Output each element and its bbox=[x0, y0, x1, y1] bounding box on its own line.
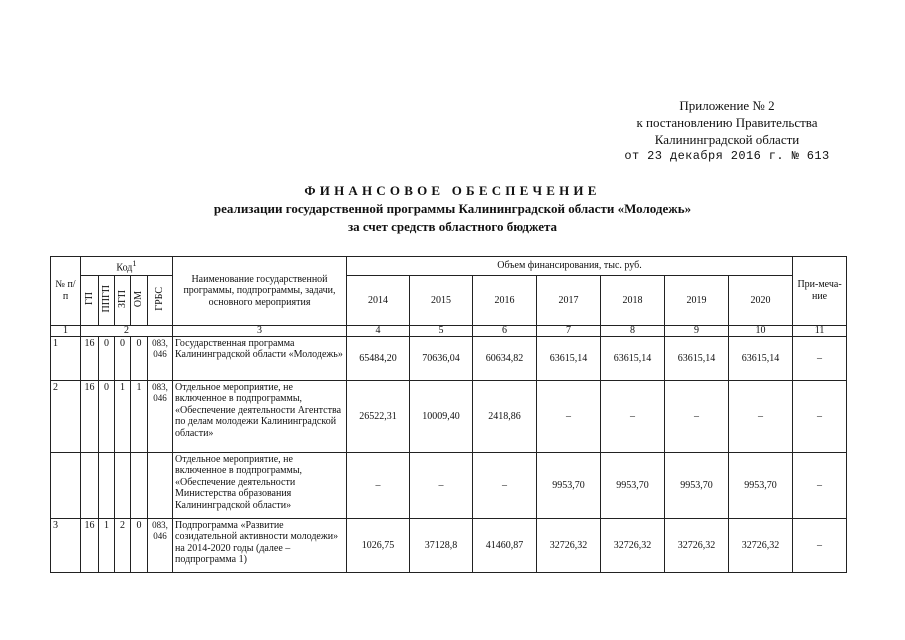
appendix-decree-line: к постановлению Правительства bbox=[636, 115, 818, 130]
header-year: 2017 bbox=[537, 275, 601, 325]
row-code-gp bbox=[81, 452, 99, 518]
row-value: 60634,82 bbox=[473, 336, 537, 380]
header-note: При-меча-ние bbox=[793, 257, 847, 326]
row-code-ppgp: 0 bbox=[99, 380, 115, 452]
column-index: 8 bbox=[601, 325, 665, 336]
header-number: № п/п bbox=[51, 257, 81, 326]
row-value: 65484,20 bbox=[347, 336, 410, 380]
header-code-ppgp-label: ППГП bbox=[101, 284, 112, 313]
row-value: – bbox=[410, 452, 473, 518]
column-index: 9 bbox=[665, 325, 729, 336]
header-code-zgp-label: ЗГП bbox=[117, 289, 128, 308]
header-code-ppgp bbox=[99, 275, 115, 325]
row-code-ppgp: 0 bbox=[99, 336, 115, 380]
row-code-om bbox=[131, 452, 148, 518]
table-row bbox=[51, 452, 847, 518]
header-code-label: Код bbox=[116, 262, 133, 274]
column-index: 2 bbox=[81, 325, 173, 336]
column-index: 3 bbox=[173, 325, 347, 336]
appendix-date-number: от 23 декабря 2016 г. № 613 bbox=[624, 149, 830, 163]
row-code-ppgp: 1 bbox=[99, 518, 115, 572]
table-row bbox=[51, 336, 847, 380]
row-value: 1026,75 bbox=[347, 518, 410, 572]
row-code-gp: 16 bbox=[81, 518, 99, 572]
row-name: Государственная программа Калининградской области «Молодежь» bbox=[173, 336, 347, 380]
financing-table bbox=[50, 256, 847, 573]
row-value: 63615,14 bbox=[665, 336, 729, 380]
header-code-gp-label: ГП bbox=[83, 292, 95, 306]
header-volume: Объем финансирования, тыс. руб. bbox=[347, 257, 793, 276]
header-code bbox=[81, 257, 173, 276]
row-value: 9953,70 bbox=[601, 452, 665, 518]
row-code-grbs bbox=[148, 452, 173, 518]
row-name: Отдельное мероприятие, не включенное в подпрограммы, «Обеспечение деятельности Министерства образования Калининградской области» bbox=[173, 452, 347, 518]
column-index: 1 bbox=[51, 325, 81, 336]
appendix-region-line: Калининградской области bbox=[654, 132, 800, 147]
row-code-gp: 16 bbox=[81, 336, 99, 380]
row-note: – bbox=[793, 518, 847, 572]
header-year: 2019 bbox=[665, 275, 729, 325]
header-year: 2016 bbox=[473, 275, 537, 325]
header-code-gp bbox=[81, 275, 99, 325]
row-name: Подпрограмма «Развитие созидательной активности молодежи» на 2014-2020 годы (далее – подпрограмма 1) bbox=[173, 518, 347, 572]
row-value: 37128,8 bbox=[410, 518, 473, 572]
row-value: – bbox=[729, 380, 793, 452]
row-value: – bbox=[665, 380, 729, 452]
appendix-title: Приложение № 2 bbox=[679, 98, 775, 113]
row-value: 70636,04 bbox=[410, 336, 473, 380]
appendix-block bbox=[612, 97, 842, 165]
row-code-om: 1 bbox=[131, 380, 148, 452]
row-value: 10009,40 bbox=[410, 380, 473, 452]
row-code-om: 0 bbox=[131, 518, 148, 572]
row-value: – bbox=[347, 452, 410, 518]
row-note: – bbox=[793, 452, 847, 518]
header-code-zgp bbox=[115, 275, 131, 325]
row-number: 1 bbox=[51, 336, 81, 380]
column-index: 5 bbox=[410, 325, 473, 336]
row-value: 41460,87 bbox=[473, 518, 537, 572]
row-code-grbs: 083, 046 bbox=[148, 380, 173, 452]
row-note: – bbox=[793, 380, 847, 452]
header-code-om bbox=[131, 275, 148, 325]
row-code-zgp: 2 bbox=[115, 518, 131, 572]
table-row bbox=[51, 380, 847, 452]
row-value: 9953,70 bbox=[537, 452, 601, 518]
row-value: 32726,32 bbox=[601, 518, 665, 572]
column-index: 7 bbox=[537, 325, 601, 336]
table-row bbox=[51, 518, 847, 572]
row-code-ppgp bbox=[99, 452, 115, 518]
row-code-grbs: 083, 046 bbox=[148, 336, 173, 380]
row-number bbox=[51, 452, 81, 518]
document-heading bbox=[0, 182, 905, 236]
row-value: 2418,86 bbox=[473, 380, 537, 452]
table-body bbox=[51, 336, 847, 572]
document-subtitle: реализации государственной программы Калининградской области «Молодежь» bbox=[213, 201, 692, 216]
row-value: 32726,32 bbox=[729, 518, 793, 572]
header-year: 2018 bbox=[601, 275, 665, 325]
row-value: 9953,70 bbox=[729, 452, 793, 518]
row-code-gp: 16 bbox=[81, 380, 99, 452]
document-title: ФИНАНСОВОЕ ОБЕСПЕЧЕНИЕ bbox=[304, 183, 601, 198]
row-note: – bbox=[793, 336, 847, 380]
column-index: 10 bbox=[729, 325, 793, 336]
row-value: 63615,14 bbox=[537, 336, 601, 380]
row-code-zgp: 0 bbox=[115, 336, 131, 380]
column-index: 4 bbox=[347, 325, 410, 336]
document-subtitle-source: за счет средств областного бюджета bbox=[347, 219, 558, 234]
row-value: 63615,14 bbox=[729, 336, 793, 380]
row-code-grbs: 083, 046 bbox=[148, 518, 173, 572]
header-code-grbs bbox=[148, 275, 173, 325]
column-index: 11 bbox=[793, 325, 847, 336]
row-number: 3 bbox=[51, 518, 81, 572]
header-year: 2020 bbox=[729, 275, 793, 325]
header-code-footnote: 1 bbox=[132, 259, 137, 268]
row-name: Отдельное мероприятие, не включенное в подпрограммы, «Обеспечение деятельности Агентства по делам молодежи Калининградской области» bbox=[173, 380, 347, 452]
row-value: – bbox=[601, 380, 665, 452]
header-code-grbs-label: ГРБС bbox=[154, 286, 166, 311]
column-index: 6 bbox=[473, 325, 537, 336]
header-name: Наименование государственной программы, подпрограммы, задачи, основного мероприятия bbox=[173, 257, 347, 326]
row-value: 32726,32 bbox=[537, 518, 601, 572]
row-code-zgp bbox=[115, 452, 131, 518]
header-year: 2015 bbox=[410, 275, 473, 325]
row-value: – bbox=[473, 452, 537, 518]
row-code-zgp: 1 bbox=[115, 380, 131, 452]
row-value: 63615,14 bbox=[601, 336, 665, 380]
row-value: 32726,32 bbox=[665, 518, 729, 572]
header-code-om-label: ОМ bbox=[133, 290, 145, 307]
row-value: 26522,31 bbox=[347, 380, 410, 452]
row-number: 2 bbox=[51, 380, 81, 452]
column-index-row bbox=[51, 325, 847, 336]
row-value: – bbox=[537, 380, 601, 452]
row-code-om: 0 bbox=[131, 336, 148, 380]
header-year: 2014 bbox=[347, 275, 410, 325]
row-value: 9953,70 bbox=[665, 452, 729, 518]
